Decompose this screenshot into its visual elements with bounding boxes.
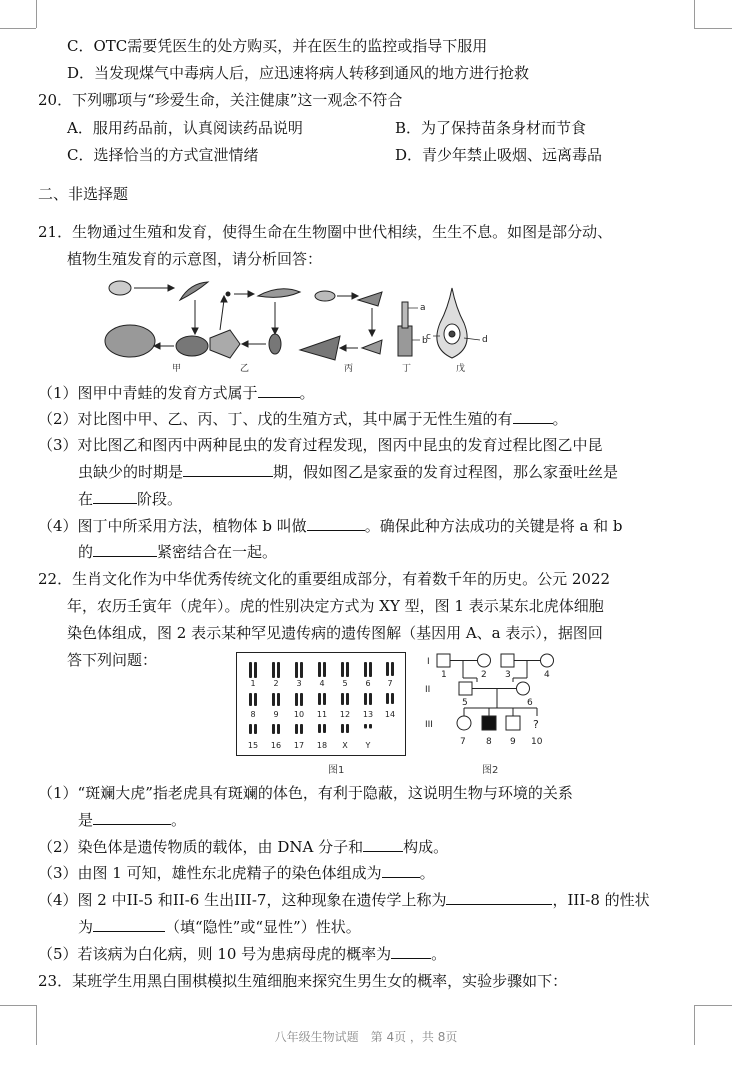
chromosome: [272, 724, 275, 734]
reproduction-development-figure: [100, 278, 500, 373]
answer-blank[interactable]: [258, 383, 300, 398]
pedigree-male-3: [501, 654, 514, 667]
page-footer: 八年级生物试题 第 4页 ，共 8页: [274, 1030, 458, 1044]
q21-part4-line1: （4）图丁中所采用方法，植物体 b 叫做 。确保此种方法成功的关键是将 a 和 b: [38, 517, 623, 535]
q21-part1: （1）图甲中青蛙的发育方式属于 。: [38, 384, 315, 402]
q20-option-b: B．为了保持苗条身材而节食: [395, 119, 587, 137]
chromosome: [369, 662, 372, 677]
answer-blank[interactable]: [307, 516, 365, 531]
q20-option-a: A．服用药品前，认真阅读药品说明: [67, 119, 303, 137]
svg-text:5: 5: [462, 698, 468, 708]
chromosome-label: 13: [362, 710, 374, 719]
chromosome: [346, 662, 349, 677]
chromosome: [249, 693, 252, 706]
chromosome: [295, 662, 298, 678]
chromosome-label: Y: [365, 741, 371, 750]
chromosome: [254, 662, 257, 678]
grasshopper-adult: [358, 292, 382, 306]
chromosome: [369, 724, 372, 729]
froglet: [176, 336, 208, 356]
chromosome: [272, 693, 275, 706]
pedigree-male-8-affected: [482, 716, 496, 730]
grasshopper-nymph: [362, 340, 382, 354]
q22-stem-line2: 年，农历壬寅年（虎年）。虎的性别决定方式为 XY 型，图 1 表示某东北虎体细胞: [67, 597, 604, 615]
chromosome: [323, 662, 326, 677]
chromosome: [341, 724, 344, 733]
chromosome: [341, 693, 344, 705]
chromosome: [369, 693, 372, 705]
pedigree-male-1: [437, 654, 450, 667]
answer-blank[interactable]: [93, 810, 171, 825]
pistil-ovary: [437, 288, 467, 358]
insect-egg: [226, 292, 230, 296]
label-ding: 丁: [402, 364, 412, 373]
scion: [402, 302, 408, 328]
q21-part3-line2: 虫缺少的时期是 期，假如图乙是家蚕的发育过程图，那么家蚕吐丝是: [78, 463, 619, 481]
label-bing: 丙: [344, 364, 354, 373]
chromosome-label: 3: [296, 679, 302, 688]
svg-text:10: 10: [531, 737, 543, 747]
crop-mark-top-left: [36, 0, 37, 28]
crop-mark-top-right: [694, 0, 695, 28]
q21-part4-line2: 的 紧密结合在一起。: [78, 543, 278, 561]
answer-blank[interactable]: [391, 944, 431, 959]
pedigree-female-4: [541, 654, 554, 667]
mark-b: b: [422, 336, 428, 346]
chromosome: [295, 693, 298, 706]
q21-stem-line1: 21．生物通过生殖和发育，使得生命在生物圈中世代相续，生生不息。如图是部分动、: [38, 223, 613, 241]
q22-part2: （2）染色体是遗传物质的载体，由 DNA 分子和 构成。: [38, 838, 449, 856]
svg-text:9: 9: [510, 737, 516, 747]
q21-stem-line2: 植物生殖发育的示意图，请分析回答：: [67, 250, 323, 268]
pedigree-female-7: [457, 716, 471, 730]
chromosome-label: 6: [365, 679, 371, 688]
figure1-caption: 图1: [328, 765, 345, 776]
answer-blank[interactable]: [183, 462, 273, 477]
q23-stem: 23．某班学生用黑白围棋模拟生殖细胞来探究生男生女的概率，实验步骤如下：: [38, 972, 568, 990]
q20-option-d: D．青少年禁止吸烟、远离毒品: [395, 146, 603, 164]
chromosome-label: 8: [250, 710, 256, 719]
q22-part3: （3）由图 1 可知，雄性东北虎精子的染色体组成为 。: [38, 864, 435, 882]
answer-blank[interactable]: [446, 890, 552, 905]
chromosome: [272, 662, 275, 678]
q22-part5: （5）若该病为白化病，则 10 号为患病母虎的概率为 。: [38, 945, 447, 963]
chromosome: [346, 724, 349, 733]
moth-adult: [210, 330, 240, 358]
svg-text:7: 7: [460, 737, 466, 747]
frog-adult: [105, 325, 155, 357]
chromosome: [318, 662, 321, 677]
crop-mark-bottom-left-h: [0, 1005, 36, 1006]
q22-stem-line3: 染色体组成，图 2 表示某种罕见遗传病的遗传图解（基因用 A、a 表示），据图回: [67, 624, 603, 642]
chromosome: [254, 693, 257, 706]
chromosome: [386, 693, 389, 704]
q20-stem: 20．下列哪项与“珍爱生命，关注健康”这一观念不符合: [38, 91, 403, 109]
pedigree-figure: [425, 652, 565, 754]
chromosome: [249, 724, 252, 734]
chromosome: [295, 724, 298, 734]
chromosome: [364, 693, 367, 705]
chromosome: [364, 724, 367, 729]
chromosome-label: 17: [293, 741, 305, 750]
mark-a: a: [420, 303, 426, 313]
gen-II: II: [425, 685, 431, 695]
chromosome: [323, 724, 326, 733]
grasshopper-eggs: [315, 291, 335, 301]
pupa: [269, 334, 281, 354]
q19-option-d: D．当发现煤气中毒病人后，应迅速将病人转移到通风的地方进行抢救: [67, 64, 530, 82]
chromosome-label: 16: [270, 741, 282, 750]
chromosome-label: 5: [342, 679, 348, 688]
q22-part1-line2: 是 。: [78, 811, 187, 829]
chromosome: [318, 693, 321, 705]
chromosome-label: 9: [273, 710, 279, 719]
chromosome: [277, 693, 280, 706]
chromosome-label: 18: [316, 741, 328, 750]
section-heading: 二、非选择题: [38, 185, 129, 203]
chromosome: [277, 724, 280, 734]
chromosome: [323, 693, 326, 705]
chromosome-label: 1: [250, 679, 256, 688]
mark-d: d: [482, 335, 488, 345]
label-yi: 乙: [240, 364, 250, 373]
q21-part3-line1: （3）对比图乙和图丙中两种昆虫的发育过程发现，图丙中昆虫的发育过程比图乙中昆: [38, 436, 603, 454]
q22-stem-line1: 22．生肖文化作为中华优秀传统文化的重要组成部分，有着数千年的历史。公元 2022: [38, 570, 611, 588]
q21-part2: （2）对比图中甲、乙、丙、丁、戊的生殖方式，其中属于无性生殖的有 。: [38, 410, 568, 428]
chromosome: [346, 693, 349, 705]
chromosome: [254, 724, 257, 734]
q22-part4-line1: （4）图 2 中II-5 和II-6 生出III-7，这种现象在遗传学上称为 ，III-8 的性状: [38, 891, 650, 909]
chromosome: [386, 662, 389, 676]
pedigree-male-9: [506, 716, 520, 730]
frog-egg-mass: [109, 281, 131, 295]
chromosome: [341, 662, 344, 677]
crop-mark-top-left-h: [0, 28, 36, 29]
answer-blank[interactable]: [382, 863, 420, 878]
chromosome-label: 14: [384, 710, 396, 719]
chromosome: [318, 724, 321, 733]
q20-option-c: C．选择恰当的方式宣泄情绪: [67, 146, 259, 164]
q22-stem-line4: 答下列问题：: [67, 651, 158, 669]
chromosome: [300, 662, 303, 678]
rootstock: [398, 326, 412, 356]
answer-blank[interactable]: [363, 837, 403, 852]
answer-blank[interactable]: [513, 409, 553, 424]
larva-shape: [258, 289, 300, 298]
label-jia: 甲: [172, 364, 182, 373]
chromosome: [391, 693, 394, 704]
svg-text:1: 1: [441, 670, 447, 680]
q19-option-c: C．OTC需要凭医生的处方购买，并在医生的监控或指导下服用: [67, 37, 488, 55]
pedigree-unknown-10: ?: [533, 718, 539, 731]
chromosome: [391, 662, 394, 676]
tadpole-shape: [180, 282, 208, 300]
chromosome-label: 15: [247, 741, 259, 750]
chromosome-label: 10: [293, 710, 305, 719]
pedigree-male-5: [459, 682, 472, 695]
chromosome-label: 2: [273, 679, 279, 688]
chromosome: [300, 693, 303, 706]
q21-part3-line3: 在 阶段。: [78, 490, 183, 508]
gen-I: I: [427, 657, 430, 667]
svg-text:3: 3: [505, 670, 511, 680]
mark-c: c: [426, 332, 431, 342]
answer-blank[interactable]: [93, 542, 157, 557]
svg-text:2: 2: [481, 670, 487, 680]
chromosome: [277, 662, 280, 678]
answer-blank[interactable]: [93, 489, 137, 504]
grasshopper-adult-large: [300, 336, 340, 360]
svg-text:6: 6: [527, 698, 533, 708]
chromosome: [249, 662, 252, 678]
answer-blank[interactable]: [93, 917, 165, 932]
svg-text:8: 8: [486, 737, 492, 747]
q22-part1-line1: （1）“斑斓大虎”指老虎具有斑斓的体色，有利于隐蔽，这说明生物与环境的关系: [38, 784, 573, 802]
figure2-caption: 图2: [482, 765, 499, 776]
q22-part4-line2: 为 （填“隐性”或“显性”）性状。: [78, 918, 361, 936]
chromosome-label: X: [342, 741, 348, 750]
crop-mark-top-right-h: [694, 28, 732, 29]
chromosome-label: 7: [387, 679, 393, 688]
chromosome-label: 11: [316, 710, 328, 719]
svg-text:4: 4: [544, 670, 550, 680]
karyotype-figure: [236, 652, 406, 756]
pedigree-female-2: [478, 654, 491, 667]
crop-mark-bottom-right-h: [694, 1005, 732, 1006]
label-wu: 戊: [456, 364, 466, 373]
chromosome: [300, 724, 303, 734]
gen-III: III: [425, 720, 433, 730]
chromosome-label: 12: [339, 710, 351, 719]
chromosome-label: 4: [319, 679, 325, 688]
chromosome: [364, 662, 367, 677]
pedigree-female-6: [517, 682, 530, 695]
